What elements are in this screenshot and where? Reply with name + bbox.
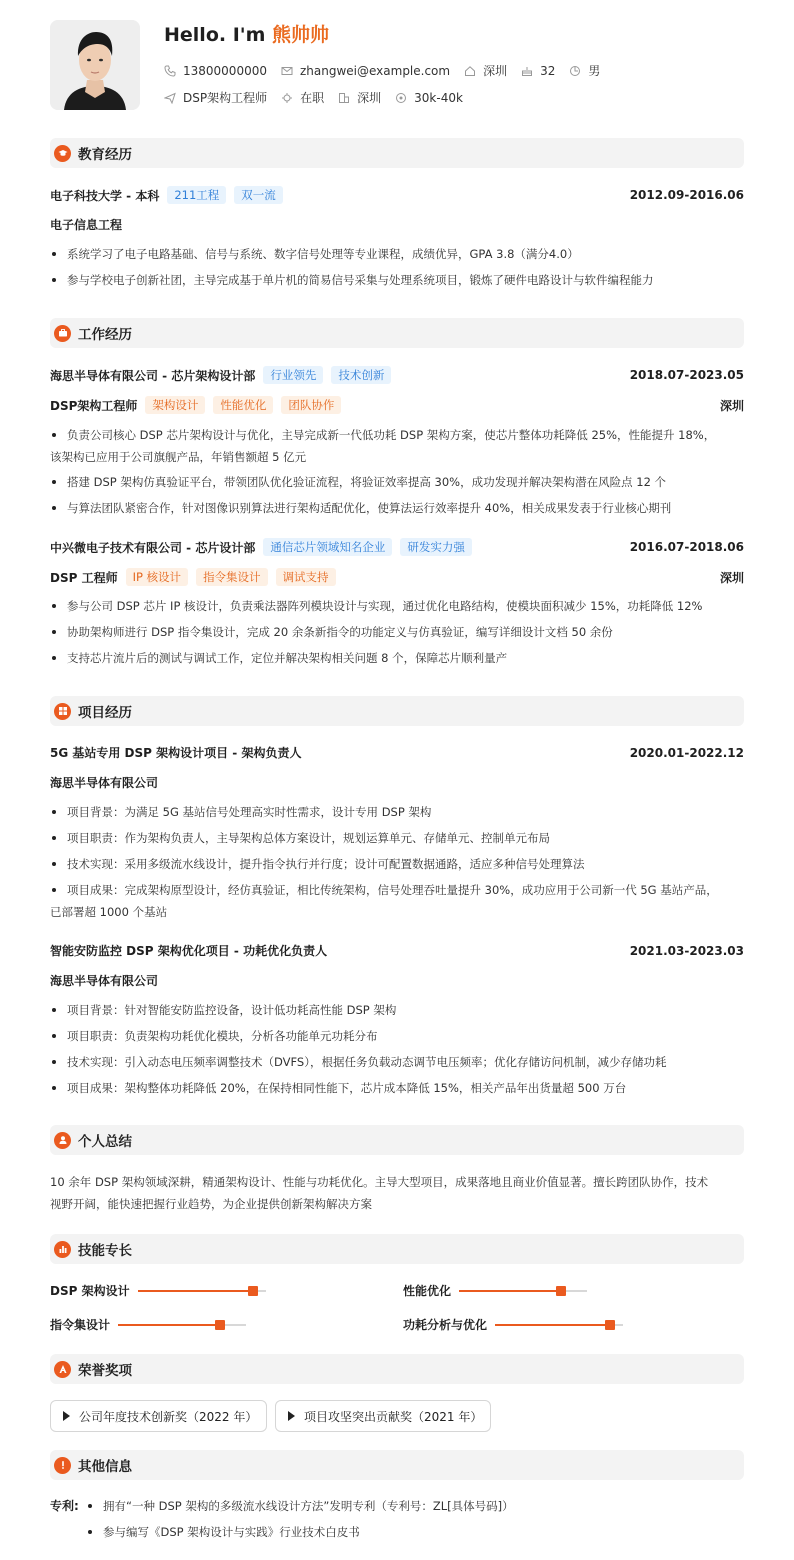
summary-text: 10 余年 DSP 架构领域深耕，精通架构设计、性能与功耗优化。主导大型项目，成果落地且商业价值显著。擅长跨团队协作，技术: [50, 1175, 709, 1189]
send-icon: [164, 92, 176, 104]
project-org: 海思半导体有限公司: [50, 974, 159, 988]
list-item: 参与学校电子创新社团，主导完成基于单片机的简易信号采集与处理系统项目，锻炼了硬件电路设计与软件编程能力: [50, 269, 744, 291]
section-title: 技能专长: [78, 1243, 132, 1259]
project-title: 智能安防监控 DSP 架构优化项目 - 功耗优化负责人: [50, 944, 328, 958]
school-tag: 211工程: [167, 186, 226, 204]
award-name: 项目攻坚突出贡献奖（2021 年）: [304, 1409, 483, 1424]
triangle-right-icon: [63, 1411, 70, 1421]
phone-icon: [164, 65, 176, 77]
section-title: 荣誉奖项: [78, 1363, 132, 1379]
work-role-row: [50, 568, 744, 586]
project-title-row: [50, 744, 744, 761]
skill-level-knob: [248, 1286, 258, 1296]
list-item: 项目职责：作为架构负责人，主导架构总体方案设计，规划运算单元、存储单元、控制单元布局: [50, 827, 744, 849]
skill-level-knob: [556, 1286, 566, 1296]
coin-icon: [395, 92, 407, 104]
role-name: DSP架构工程师: [50, 398, 138, 413]
project-period: 2021.03-2023.03: [629, 943, 744, 958]
section-title: 教育经历: [78, 147, 132, 163]
education-period: 2012.09-2016.06: [629, 188, 744, 202]
avatar: [50, 20, 140, 110]
list-item: 项目背景：为满足 5G 基站信号处理高实时性需求，设计专用 DSP 架构: [50, 801, 744, 823]
contact-row: [164, 62, 614, 79]
section-title: 工作经历: [78, 327, 132, 343]
list-item: 参与编写《DSP 架构设计与实践》行业技术白皮书: [86, 1521, 744, 1543]
city-value: 深圳: [483, 64, 508, 78]
section-work: [50, 318, 744, 348]
award-item: [50, 1400, 267, 1432]
greeting-text: Hello. I'm: [164, 24, 272, 46]
other-label: 专利:: [50, 1499, 79, 1513]
work-role-row: [50, 396, 744, 414]
list-item: 技术实现：采用多级流水线设计，提升指令执行并行度；设计可配置数据通路，适应多种信号处理算法: [50, 853, 744, 875]
skill-level-knob: [215, 1320, 225, 1330]
cake-icon: [521, 65, 533, 77]
skill-name: 性能优化: [403, 1284, 452, 1298]
section-title: 项目经历: [78, 705, 132, 721]
email-value: zhangwei@example.com: [299, 63, 451, 78]
role-tag: 调试支持: [276, 568, 336, 586]
briefcase-icon: [54, 325, 71, 342]
education-header: [50, 186, 744, 204]
project-org-row: [50, 774, 744, 791]
building-icon: [338, 92, 350, 104]
project-title-row: [50, 942, 744, 959]
age-item: [521, 64, 555, 78]
company-name: 海思半导体有限公司 - 芯片架构设计部: [50, 368, 256, 383]
salary-value: 30k-40k: [414, 90, 463, 105]
skill-level-bar: [118, 1319, 246, 1331]
section-title: 其他信息: [78, 1459, 132, 1475]
project-org: 海思半导体有限公司: [50, 776, 159, 790]
graduation-cap-icon: [54, 145, 71, 162]
company-tag: 行业领先: [263, 366, 323, 384]
school-name: 电子科技大学 - 本科: [50, 188, 160, 203]
status-item: [281, 89, 324, 106]
info-icon: [54, 1457, 71, 1474]
skill-item: [403, 1282, 587, 1299]
list-item: 项目成果：完成架构原型设计，经仿真验证，相比传统架构，信号处理吞吐量提升 30%，成功应用于公司新一代 5G 基站产品，: [50, 879, 744, 901]
skill-level-bar: [495, 1319, 623, 1331]
list-item: 搭建 DSP 架构仿真验证平台，带领团队优化验证流程，将验证效率提高 30%，成功发现并解决架构潜在风险点 12 个: [50, 471, 744, 493]
salary-item: [395, 91, 463, 105]
greeting-line: [164, 20, 329, 47]
work-location: 深圳: [719, 570, 744, 585]
skill-name: DSP 架构设计: [50, 1284, 130, 1298]
company-tag: 技术创新: [331, 366, 391, 384]
triangle-right-icon: [288, 1411, 295, 1421]
skill-name: 功耗分析与优化: [403, 1318, 488, 1332]
target-city-value: 深圳: [357, 91, 382, 105]
skill-item: [50, 1282, 266, 1299]
section-title: 个人总结: [78, 1134, 132, 1150]
project-org-row: [50, 972, 744, 989]
status-icon: [281, 92, 293, 104]
status-value: 在职: [300, 91, 325, 105]
grid-icon: [54, 703, 71, 720]
gender-item: [569, 62, 600, 79]
role-tag: 性能优化: [213, 396, 273, 414]
project-period: 2020.01-2022.12: [629, 745, 744, 760]
role-name: DSP 工程师: [50, 570, 118, 585]
award-icon: [54, 1361, 71, 1378]
age-value: 32: [540, 63, 556, 78]
list-item-continuation: 已部署超 1000 个基站: [50, 905, 168, 919]
skill-level-knob: [605, 1320, 615, 1330]
mail-icon: [281, 65, 293, 77]
job-title-item: [164, 89, 267, 106]
candidate-name: 熊帅帅: [272, 24, 330, 46]
role-tag: IP 核设计: [126, 568, 188, 586]
major-row: [50, 216, 744, 233]
role-tag: 指令集设计: [196, 568, 268, 586]
list-item: 系统学习了电子电路基础、信号与系统、数字信号处理等专业课程，成绩优异，GPA 3.8（满分4.0）: [50, 243, 744, 265]
resume-header: [50, 0, 744, 124]
gender-value: 男: [588, 64, 601, 78]
target-city-item: [338, 89, 381, 106]
major-name: 电子信息工程: [50, 218, 123, 232]
phone-value: 13800000000: [183, 63, 267, 78]
section-other: [50, 1450, 744, 1480]
list-item: 负责公司核心 DSP 芯片架构设计与优化，主导完成新一代低功耗 DSP 架构方案，使芯片整体功耗降低 25%，性能提升 18%，: [50, 424, 744, 446]
role-tag: 架构设计: [145, 396, 205, 414]
school-tag: 双一流: [234, 186, 283, 204]
section-projects: [50, 696, 744, 726]
section-awards: [50, 1354, 744, 1384]
project-title: 5G 基站专用 DSP 架构设计项目 - 架构负责人: [50, 746, 302, 760]
award-name: 公司年度技术创新奖（2022 年）: [79, 1409, 258, 1424]
award-item: [275, 1400, 491, 1432]
person-icon: [54, 1132, 71, 1149]
skill-level-bar: [138, 1285, 266, 1297]
skill-item: [403, 1316, 623, 1333]
work-location: 深圳: [719, 398, 744, 413]
list-item: 与算法团队紧密合作，针对图像识别算法进行架构适配优化，使算法运行效率提升 40%，相关成果发表于行业核心期刊: [50, 497, 744, 519]
gender-icon: [569, 65, 581, 77]
work-company-row: [50, 366, 744, 384]
email-item: [281, 64, 450, 78]
role-tag: 团队协作: [281, 396, 341, 414]
job-title-value: DSP架构工程师: [183, 91, 268, 105]
work-period: 2018.07-2023.05: [629, 368, 744, 382]
city-item: [464, 62, 507, 79]
section-education: [50, 138, 744, 168]
home-icon: [464, 65, 476, 77]
work-company-row: [50, 538, 744, 556]
list-item: 参与公司 DSP 芯片 IP 核设计，负责乘法器阵列模块设计与实现，通过优化电路结构，使模块面积减少 15%，功耗降低 12%: [50, 595, 744, 617]
list-item: 项目职责：负责架构功耗优化模块，分析各功能单元功耗分布: [50, 1025, 744, 1047]
list-item: 拥有“一种 DSP 架构的多级流水线设计方法”发明专利（专利号：ZL[具体号码]）: [86, 1495, 744, 1517]
list-item-continuation: 该架构已应用于公司旗舰产品，年销售额超 5 亿元: [50, 450, 307, 464]
skill-name: 指令集设计: [50, 1318, 111, 1332]
phone-item: [164, 64, 267, 78]
job-intent-row: [164, 89, 477, 106]
summary-text: 视野开阔，能快速把握行业趋势，为企业提供创新架构解决方案: [50, 1197, 372, 1211]
section-skills: [50, 1234, 744, 1264]
company-name: 中兴微电子技术有限公司 - 芯片设计部: [50, 540, 256, 555]
list-item: 项目背景：针对智能安防监控设备，设计低功耗高性能 DSP 架构: [50, 999, 744, 1021]
list-item: 协助架构师进行 DSP 指令集设计，完成 20 余条新指令的功能定义与仿真验证，编写详细设计文档 50 余份: [50, 621, 744, 643]
company-tag: 通信芯片领域知名企业: [263, 538, 392, 556]
section-summary: [50, 1125, 744, 1155]
skill-level-bar: [459, 1285, 587, 1297]
list-item: 支持芯片流片后的测试与调试工作，定位并解决架构相关问题 8 个，保障芯片顺利量产: [50, 647, 744, 669]
bar-chart-icon: [54, 1241, 71, 1258]
company-tag: 研发实力强: [400, 538, 472, 556]
skill-item: [50, 1316, 246, 1333]
work-period: 2016.07-2018.06: [629, 540, 744, 554]
list-item: 技术实现：引入动态电压频率调整技术（DVFS），根据任务负载动态调节电压频率；优化存储访问机制，减少存储功耗: [50, 1051, 744, 1073]
list-item: 项目成果：架构整体功耗降低 20%，在保持相同性能下，芯片成本降低 15%，相关产品年出货量超 500 万台: [50, 1077, 744, 1099]
